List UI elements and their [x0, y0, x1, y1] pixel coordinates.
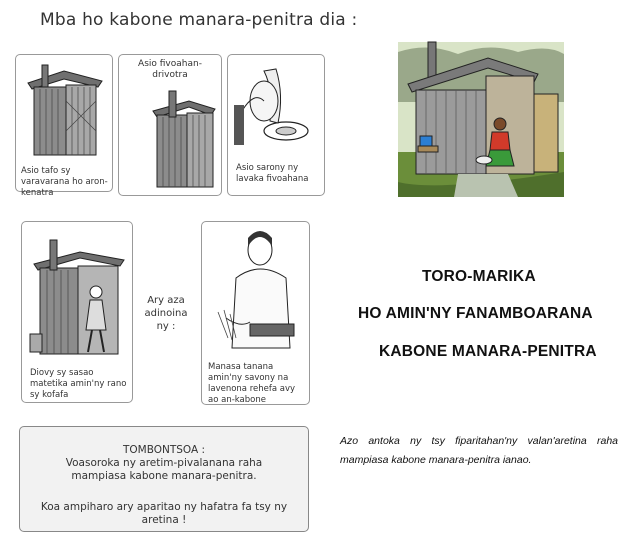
pit-cover-illustration: [234, 61, 318, 157]
card-vent-pipe: [118, 54, 222, 196]
benefits-line-1: Voasoroka ny aretim-pivalanana raha mampiasa kabone manara-penitra.: [65, 457, 263, 482]
handwashing-illustration: [210, 228, 302, 358]
benefits-heading: TOMBONTSOA :: [122, 444, 206, 456]
card4-caption: Diovy sy sasao matetika amin'ny rano sy kofafa: [30, 368, 127, 400]
page-title: Mba ho kabone manara-penitra dia :: [40, 10, 358, 30]
headline-line-1: TORO-MARIKA: [422, 268, 536, 285]
card-cleaning: [21, 221, 133, 403]
note-text: Azo antoka ny tsy fiparitahan'ny valan'aretina raha mampiasa kabone manara-penitra ianao.: [340, 435, 618, 466]
card2-caption: Asio fivoahan-drivotra: [138, 59, 202, 80]
benefits-line-2: Koa ampiharo ary aparitao ny hafatra fa tsy ny aretina !: [40, 501, 288, 526]
headline-line-3: KABONE MANARA-PENITRA: [379, 343, 597, 360]
card3-caption: Asio sarony ny lavaka fivoahana: [236, 163, 309, 184]
card-pit-cover: [227, 54, 325, 196]
color-latrine-illustration: [398, 42, 564, 197]
latrine-vent-illustration: [149, 85, 217, 191]
card-handwashing: [201, 221, 310, 405]
card1-caption: Asio tafo sy varavarana ho aron-kenatra: [21, 166, 108, 198]
cleaning-latrine-illustration: [30, 230, 126, 360]
benefits-box: [19, 426, 309, 532]
headline-line-2: HO AMIN'NY FANAMBOARANA: [358, 305, 593, 322]
reminder-text: Ary aza adinoina ny :: [144, 295, 188, 332]
card-roof-door: [15, 54, 113, 198]
card5-caption: Manasa tanana amin'ny savony na lavenona rehefa avy ao an-kabone: [208, 362, 296, 405]
latrine-illustration: [22, 61, 106, 161]
